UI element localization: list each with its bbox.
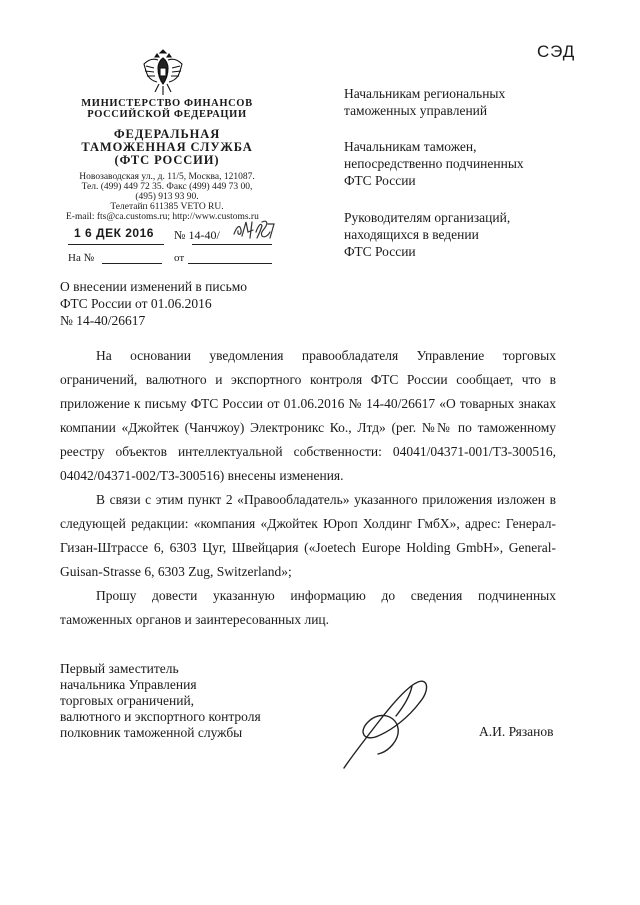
body-paragraph: На основании уведомления правообладателя Управление торговых ограничений, валютного и экспортного контроля ФТС России сообщает, что в приложение к письму ФТС России от 01.06.2016 № 14-40/26617 «О товарных знаках компании «Джойтек (Чанчжоу) Электроникс Ко., Лтд» (рег. №№ по таможенному реестру объектов интеллектуальной собственности: 04041/04371-001/ТЗ-300516, 04042/04371-002/ТЗ-300516) внесены изменения. [60,348,556,483]
letter-subject: О внесении изменений в письмо ФТС России от 01.06.2016 № 14-40/26617 [60,279,248,328]
reference-number-label: На № [68,252,95,264]
signatory-name: А.И. Рязанов [479,724,554,739]
service-name: ФЕДЕРАЛЬНАЯ ТАМОЖЕННАЯ СЛУЖБА (ФТС РОССИИ) [81,127,253,167]
handwritten-signature [338,676,438,774]
ministry-name: МИНИСТЕРСТВО ФИНАНСОВ РОССИЙСКОЙ ФЕДЕРАЦИИ [81,98,253,120]
registration-date-stamp: 1 6 ДЕК 2016 [74,226,154,240]
reference-date-label: от [174,252,185,264]
contact-address: Новозаводская ул., д. 11/5, Москва, 121087. Тел. (499) 449 72 35. Факс (499) 449 73 00, (495) 913 93 90. Телетайп 611385 VETO RU. E-mail: fts@ca.customs.ru; http://www.customs.ru [60,172,274,222]
divider [188,263,272,264]
divider [102,263,162,264]
divider [192,244,272,245]
body-paragraph: Прошу довести указанную информацию до сведения подчиненных таможенных органов и заинтересованных лиц. [60,588,556,627]
handwritten-registration-number [232,218,276,242]
contact-email: E-mail: fts@ca.customs.ru; http://www.customs.ru [66,212,259,222]
addressee-regional-departments: Начальникам региональных таможенных управлений [344,86,506,118]
registration-number-label: № 14-40/ [174,228,220,242]
divider [68,244,164,245]
signatory-position: Первый заместитель начальника Управления торговых ограничений, валютного и экспортного контроля полковник таможенной службы [60,661,261,740]
coat-of-arms-emblem [140,46,186,98]
document-system-mark: СЭД [537,42,576,61]
body-paragraph: В связи с этим пункт 2 «Правообладатель» указанного приложения изложен в следующей редакции: «компания «Джойтек Юроп Холдинг ГмбХ», адрес: Генерал-Гизан-Штрассе 6, 6303 Цуг, Швейцария («Joetech Europe Holding GmbH», General-Guisan-Strasse 6, 6303 Zug, Switzerland»; [60,492,556,579]
addressee-customs-heads: Начальникам таможен, непосредственно подчиненных ФТС России [344,139,524,188]
addressee-organization-heads: Руководителям организаций, находящихся в ведении ФТС России [344,210,511,259]
